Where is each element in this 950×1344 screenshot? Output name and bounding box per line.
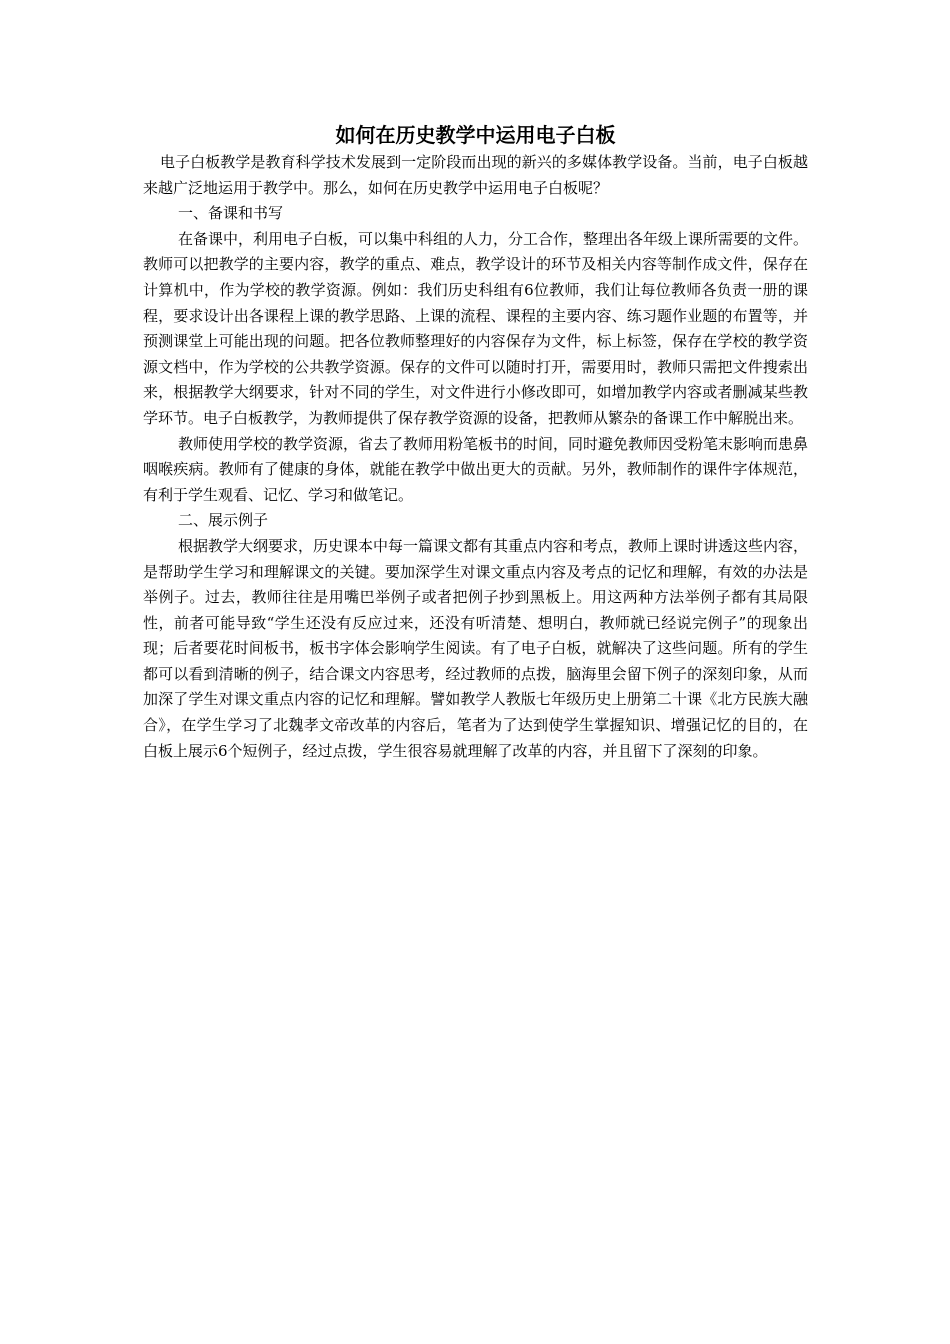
section-2-heading: 二、展示例子	[178, 511, 269, 530]
document-title: 如何在历史教学中运用电子白板	[335, 123, 616, 147]
section-2-paragraph-1: 根据教学大纲要求，历史课本中每一篇课文都有其重点内容和考点，教师上课时讲透这些内容，是帮助学生学习和理解课文的关键。要加深学生对课文重点内容及考点的记忆和理解，有效的办法是举例子。过去，教师往往是用嘴巴举例子或者把例子抄到黑板上。用这两种方法举例子都有其局限性，前者可能导致“学生还没有反应过来，还没有听清楚、想明白，教师就已经说完例子”的现象出现；后者要花时间板书，板书字体会影响学生阅读。有了电子白板，就解决了这些问题。所有的学生都可以看到清晰的例子，结合课文内容思考，经过教师的点拨，脑海里会留下例子的深刻印象，从而加深了学生对课文重点内容的记忆和理解。譬如教学人教版七年级历史上册第二十课《北方民族大融合》，在学生学习了北魏孝文帝改革的内容后，笔者为了达到使学生掌握知识、增强记忆的目的，在白板上展示6个短例子，经过点拨，学生很容易就理解了改革的内容，并且留下了深刻的印象。	[143, 536, 809, 760]
section-1-heading: 一、备课和书写	[178, 204, 284, 223]
section-1-paragraph-2: 教师使用学校的教学资源，省去了教师用粉笔板书的时间，同时避免教师因受粉笔末影响而患鼻咽喉疾病。教师有了健康的身体，就能在教学中做出更大的贡献。另外，教师制作的课件字体规范，有利于学生观看、记忆、学习和做笔记。	[143, 434, 809, 504]
section-1-paragraph-1: 在备课中，利用电子白板，可以集中科组的人力，分工合作，整理出各年级上课所需要的文件。教师可以把教学的主要内容，教学的重点、难点，教学设计的环节及相关内容等制作成文件，保存在计算机中，作为学校的教学资源。例如：我们历史科组有6位教师，我们让每位教师各负责一册的课程，要求设计出各课程上课的教学思路、上课的流程、课程的主要内容、练习题作业题的布置等，并预测课堂上可能出现的问题。把各位教师整理好的内容保存为文件，标上标签，保存在学校的教学资源文档中，作为学校的公共教学资源。保存的文件可以随时打开，需要用时，教师只需把文件搜索出来，根据教学大纲要求，针对不同的学生，对文件进行小修改即可，如增加教学内容或者删减某些教学环节。电子白板教学，为教师提供了保存教学资源的设备，把教师从繁杂的备课工作中解脱出来。	[143, 229, 809, 427]
intro-paragraph: 电子白板教学是教育科学技术发展到一定阶段而出现的新兴的多媒体教学设备。当前，电子白板越来越广泛地运用于教学中。那么，如何在历史教学中运用电子白板呢？	[143, 153, 808, 197]
document-page	[143, 122, 808, 764]
